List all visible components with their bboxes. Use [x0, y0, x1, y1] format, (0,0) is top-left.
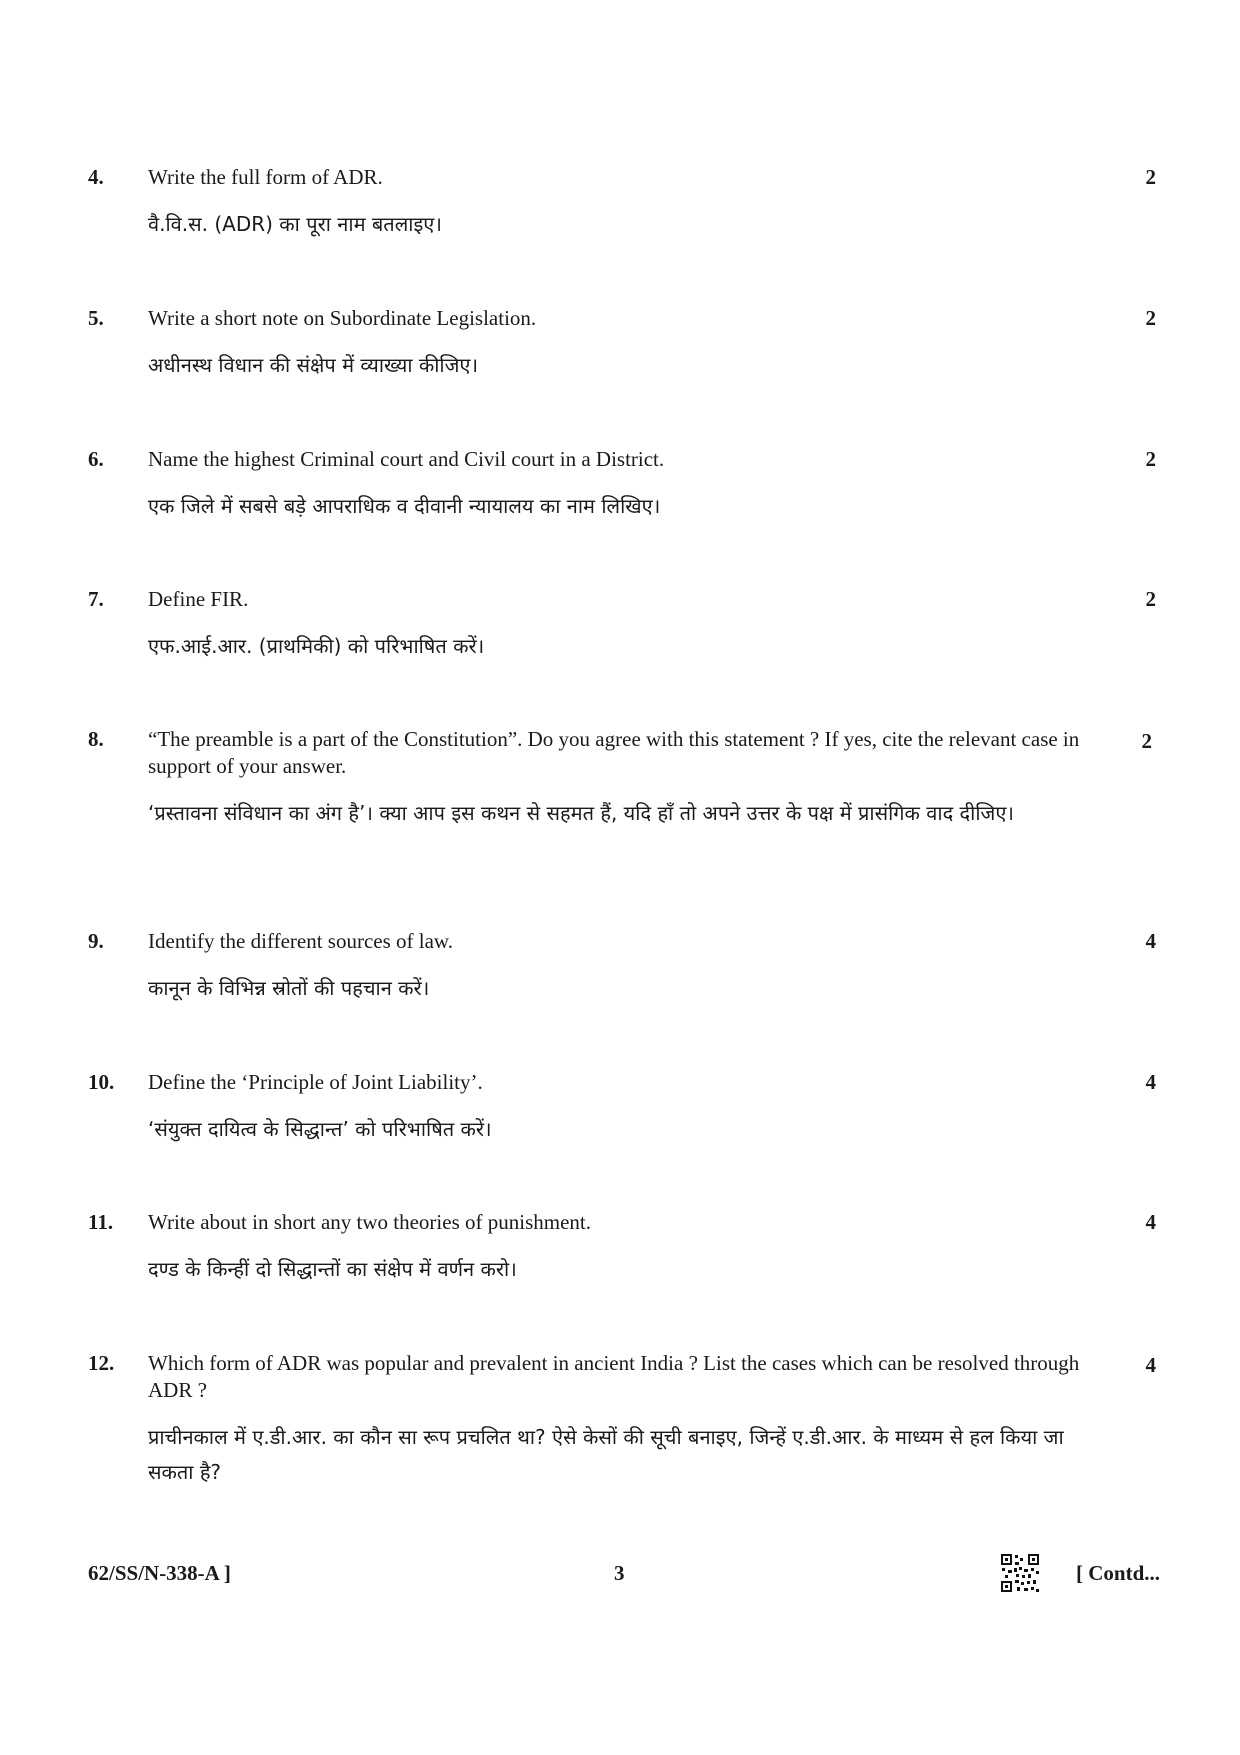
question-text-english: Identify the different sources of law. — [148, 929, 453, 953]
question-marks: 2 — [1145, 587, 1156, 611]
question-10 — [88, 1069, 1160, 1147]
question-12 — [88, 1350, 1160, 1490]
question-6 — [88, 446, 1160, 524]
question-number: 12. — [88, 1351, 115, 1375]
question-5 — [88, 305, 1160, 383]
question-number: 9. — [88, 929, 104, 953]
question-text-hindi: दण्ड के किन्हीं दो सिद्धान्तों का संक्षेप में वर्णन करो। — [148, 1257, 517, 1281]
question-text-hindi: ‘प्रस्तावना संविधान का अंग है’। क्या आप इस कथन से सहमत हैं, यदि हाँ तो अपने उत्तर के पक्ष में प्रासंगिक वाद दीजिए। — [148, 801, 1015, 825]
paper-code: 62/SS/N-338-A ] — [88, 1561, 231, 1585]
question-number: 5. — [88, 306, 104, 330]
question-11 — [88, 1209, 1160, 1287]
question-number: 4. — [88, 165, 104, 189]
question-text-hindi: कानून के विभिन्न स्रोतों की पहचान करें। — [148, 976, 430, 1000]
question-text-english: Name the highest Criminal court and Civil court in a District. — [148, 447, 665, 471]
question-number: 11. — [88, 1210, 114, 1234]
question-number: 8. — [88, 727, 104, 751]
question-text-english: Write about in short any two theories of punishment. — [148, 1210, 591, 1234]
question-text-english: Which form of ADR was popular and prevalent in ancient India ? List the cases which can be resolved through ADR ? — [148, 1351, 1080, 1402]
continued-label: [ Contd... — [1075, 1561, 1160, 1585]
question-marks: 4 — [1145, 1070, 1156, 1094]
question-7 — [88, 586, 1160, 664]
qr-code-icon — [1000, 1553, 1040, 1593]
question-text-english: Define the ‘Principle of Joint Liability’. — [148, 1070, 483, 1094]
question-text-hindi: एफ.आई.आर. (प्राथमिकी) को परिभाषित करें। — [148, 634, 485, 658]
page-footer — [88, 1553, 1160, 1593]
question-marks: 2 — [1141, 729, 1152, 753]
question-text-hindi: अधीनस्थ विधान की संक्षेप में व्याख्या कीजिए। — [148, 353, 479, 377]
question-marks: 4 — [1145, 1353, 1156, 1377]
question-9 — [88, 928, 1160, 1006]
question-marks: 4 — [1145, 1210, 1156, 1234]
question-number: 7. — [88, 587, 104, 611]
question-marks: 2 — [1145, 447, 1156, 471]
page-number: 3 — [614, 1561, 625, 1585]
question-text-english: Write a short note on Subordinate Legislation. — [148, 306, 537, 330]
question-number: 10. — [88, 1070, 115, 1094]
question-marks: 2 — [1145, 165, 1156, 189]
question-text-english: Write the full form of ADR. — [148, 165, 383, 189]
question-marks: 4 — [1145, 929, 1156, 953]
question-4 — [88, 164, 1160, 242]
question-text-english: Define FIR. — [148, 587, 249, 611]
question-text-english: “The preamble is a part of the Constitution”. Do you agree with this statement ? If yes, cite the relevant case in support of your answer. — [148, 727, 1080, 778]
question-text-hindi: एक जिले में सबसे बड़े आपराधिक व दीवानी न्यायालय का नाम लिखिए। — [148, 494, 661, 518]
question-text-hindi: प्राचीनकाल में ए.डी.आर. का कौन सा रूप प्रचलित था? ऐसे केसों की सूची बनाइए, जिन्हें ए.डी.आर. के माध्यम से हल किया जा सकता है? — [148, 1425, 1064, 1484]
question-text-hindi: ‘संयुक्त दायित्व के सिद्धान्त’ को परिभाषित करें। — [148, 1117, 492, 1141]
question-text-hindi: वै.वि.स. (ADR) का पूरा नाम बतलाइए। — [148, 212, 442, 236]
question-marks: 2 — [1145, 306, 1156, 330]
question-number: 6. — [88, 447, 104, 471]
question-8 — [88, 726, 1160, 831]
